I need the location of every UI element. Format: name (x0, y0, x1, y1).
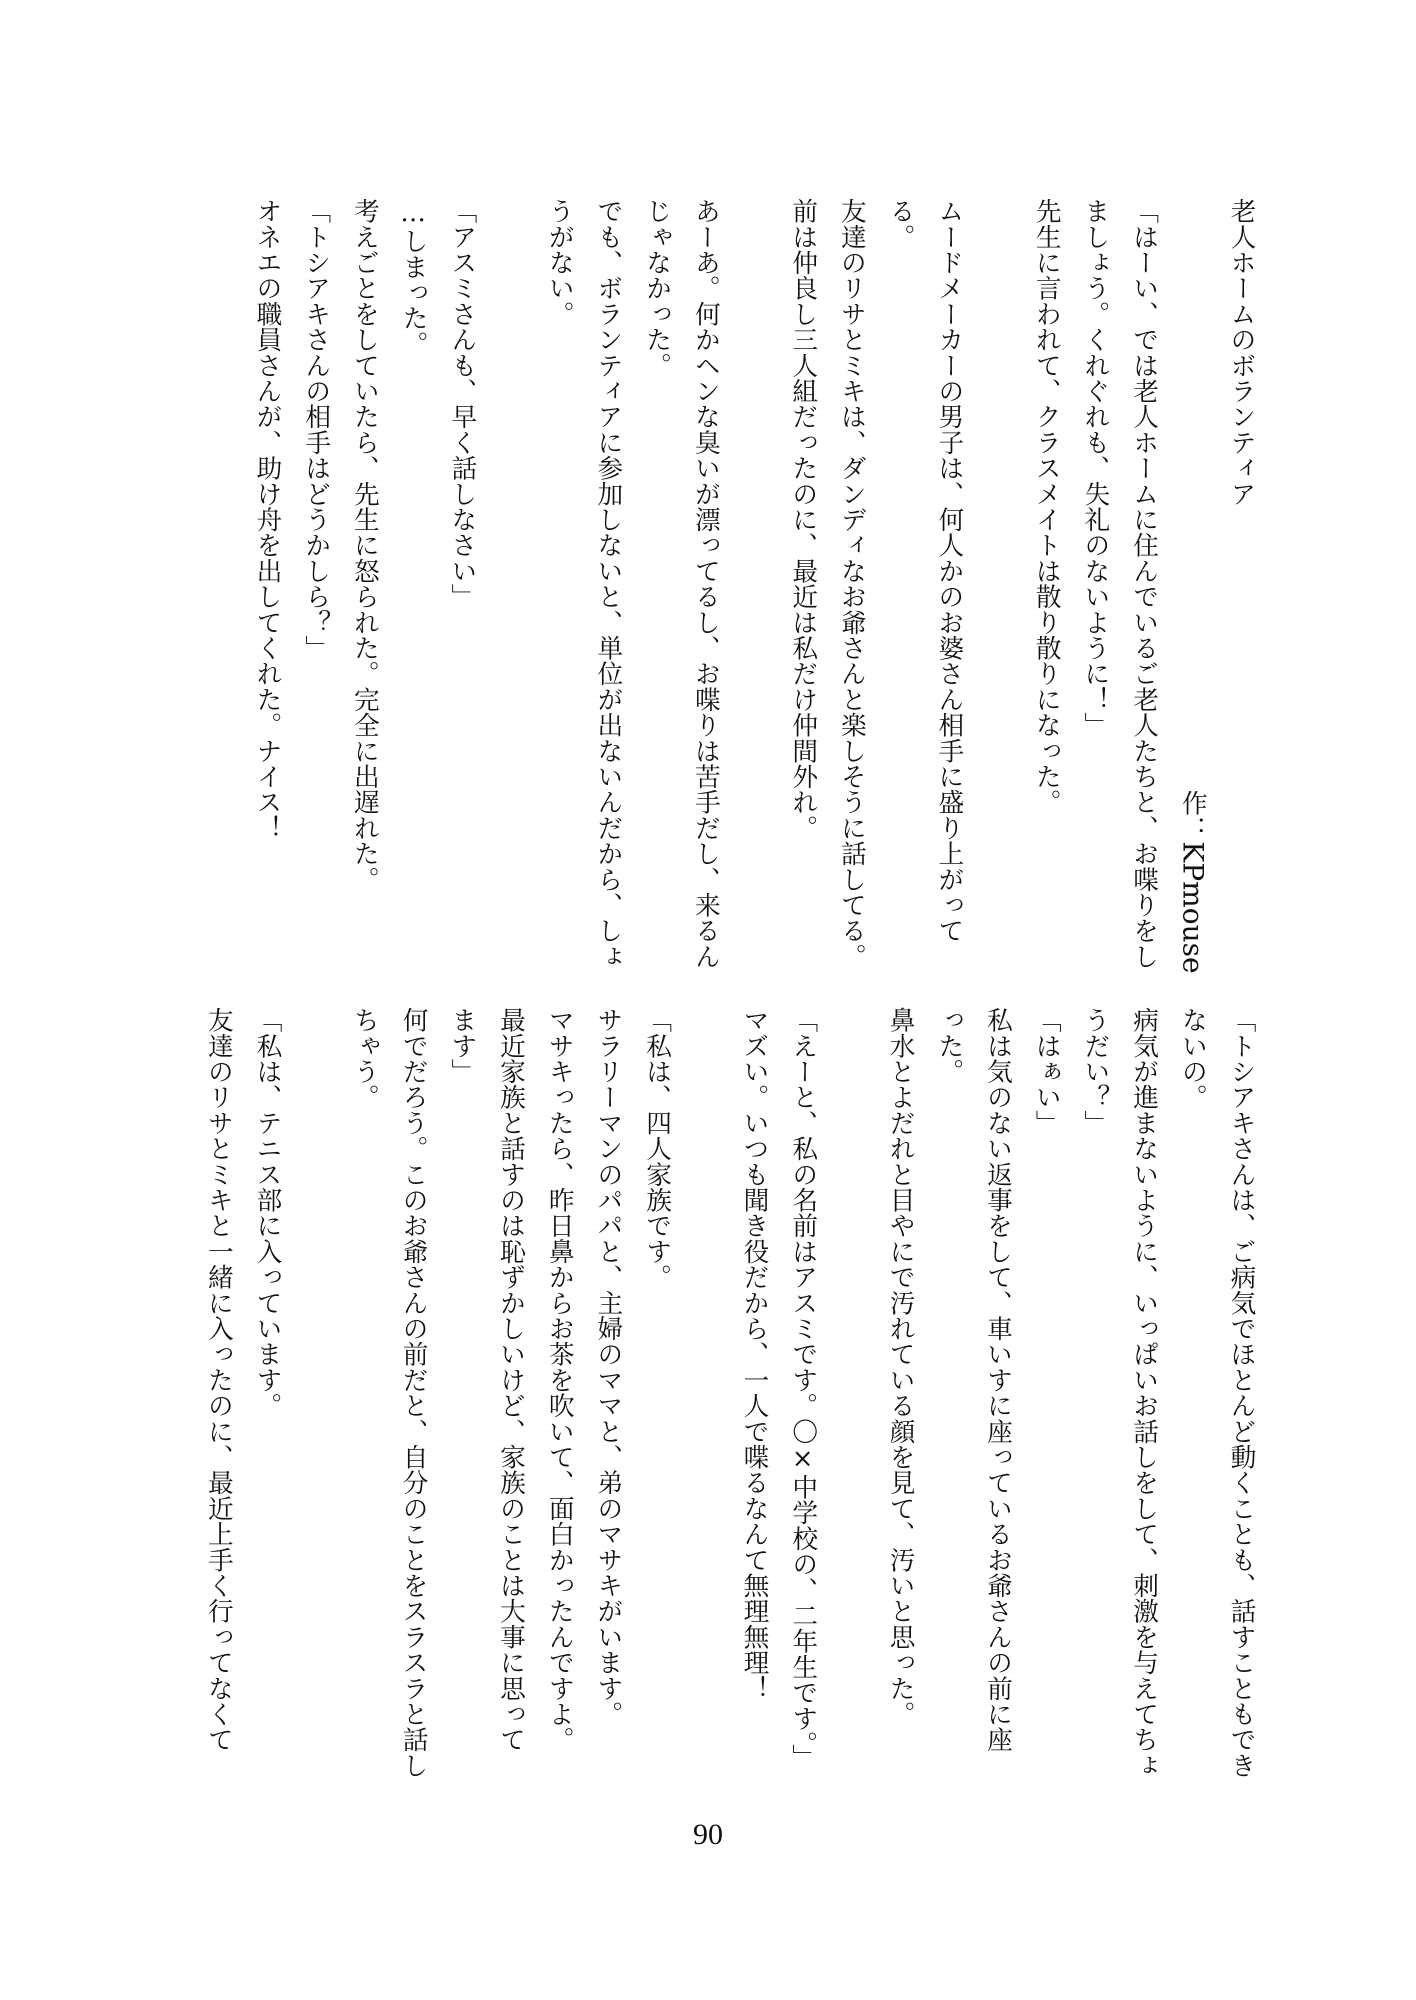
text-line: 最近家族と話すのは恥ずかしいけど、家族のことは大事に思って (495, 1007, 526, 1753)
text-line: 「はーい、では老人ホームに住んでいるご老人たちと、お喋りをし (1128, 198, 1159, 969)
page-number: 90 (693, 1818, 723, 1851)
text-line: 考えごとをしていたら、先生に怒られた。完全に出遅れた。 (349, 198, 380, 892)
text-line: でも、ボランティアに参加しないと、単位が出ないんだから、しょ (592, 198, 623, 969)
text-line: マサキったら、昨日鼻からお茶を吹いて、面白かったんですよ。 (544, 1007, 575, 1753)
text-line: じゃなかった。 (641, 198, 672, 378)
text-line: 鼻水とよだれと目やにで汚れている顔を見て、汚いと思った。 (885, 1007, 916, 1727)
text-line: サラリーマンのパパと、主婦のママと、弟のマサキがいます。 (592, 1007, 623, 1727)
text-line: 「私は、テニス部に入っています。 (252, 1007, 282, 1419)
author-prefix: 作： (1177, 790, 1208, 842)
text-line: 病気が進まないように、いっぱいお話しをして、刺激を与えてちょ (1128, 1007, 1159, 1778)
text-line: ましょう。くれぐれも、失礼のないように！」 (1079, 198, 1110, 738)
text-line: ちゃう。 (349, 1007, 380, 1110)
text-line: った。 (933, 1007, 964, 1085)
text-line: 何でだろう。このお爺さんの前だと、自分のことをスラスラと話し (398, 1007, 429, 1778)
text-line: 「アスミさんも、早く話しなさい」 (446, 198, 477, 610)
author-credit (1168, 790, 1216, 974)
text-line: 友達のリサとミキと一緒に入ったのに、最近上手く行ってなくて (203, 1007, 234, 1753)
text-line: オネエの職員さんが、助け舟を出してくれた。ナイス！ (252, 198, 282, 841)
text-line: 「私は、四人家族です。 (641, 1007, 672, 1290)
text-line: うがない。 (544, 198, 575, 327)
text-line: 友達のリサとミキは、ダンディなお爺さんと楽しそうに話してる。 (836, 198, 867, 969)
text-line: 前は仲良し三人組だったのに、最近は私だけ仲間外れ。 (787, 198, 818, 841)
text-line: ムードメーカーの男子は、何人かのお婆さん相手に盛り上がって (933, 198, 964, 944)
author-name: KPmouse (1176, 841, 1210, 974)
text-line: 「えーと、私の名前はアスミです。〇×中学校の、二年生です。」 (787, 1007, 818, 1770)
text-line: 先生に言われて、クラスメイトは散り散りになった。 (1031, 198, 1062, 815)
text-line: ます」 (446, 1007, 477, 1085)
text-line: 「トシアキさんの相手はどうかしら？」 (300, 198, 331, 661)
text-line: あーあ。何かヘンな臭いが漂ってるし、お喋りは苦手だし、来るん (690, 198, 721, 969)
text-line: 「トシアキさんは、ご病気でほとんど動くことも、話すこともでき (1226, 1007, 1256, 1778)
text-line: る。 (885, 198, 916, 250)
text-line: 私は気のない返事をして、車いすに座っているお爺さんの前に座 (982, 1007, 1013, 1753)
text-line: …しまった。 (398, 198, 429, 357)
text-line: 「はぁい」 (1031, 1007, 1062, 1136)
story-title: 老人ホームのボランティア (1226, 198, 1256, 507)
text-line: マズい。いつも聞き役だから、一人で喋るなんて無理無理！ (739, 1007, 769, 1701)
text-line: うだい？」 (1079, 1007, 1110, 1136)
text-line: ないの。 (1177, 1007, 1208, 1110)
